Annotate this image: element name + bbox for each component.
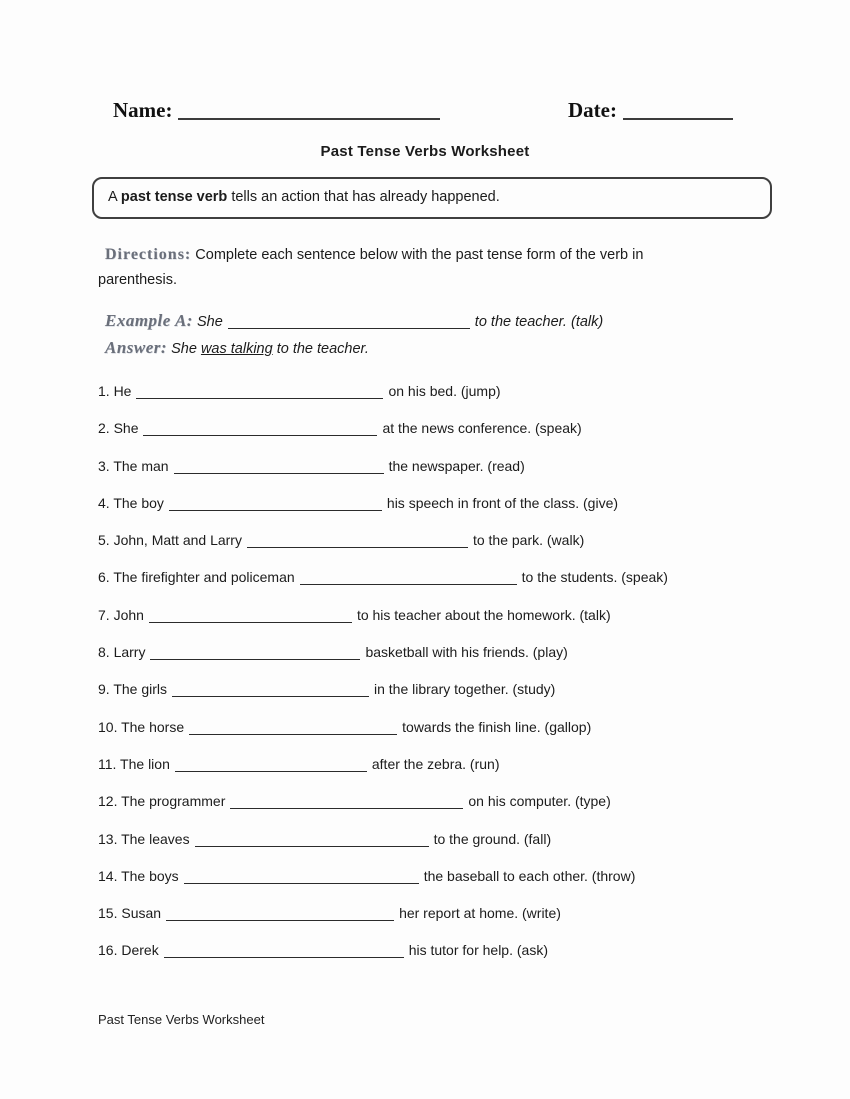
item-post-text: his speech in front of the class. (give): [386, 494, 619, 511]
answer-blank[interactable]: [136, 386, 383, 399]
item-post-text: to his teacher about the homework. (talk): [356, 606, 611, 623]
answer-blank[interactable]: [247, 535, 468, 548]
item-post-text: at the news conference. (speak): [382, 420, 582, 437]
item-post-text: her report at home. (write): [399, 905, 561, 922]
item-post-text: to the students. (speak): [521, 569, 668, 586]
answer-blank[interactable]: [150, 647, 360, 660]
item-post-text: the newspaper. (read): [388, 457, 525, 474]
worksheet-item: [98, 642, 790, 663]
worksheet-item: [98, 903, 790, 924]
answer-pre-text: She: [171, 341, 197, 357]
item-post-text: his tutor for help. (ask): [408, 942, 548, 959]
definition-term: past tense verb: [120, 189, 228, 205]
item-pre-text: 11. The lion: [98, 755, 170, 772]
answer-blank[interactable]: [189, 722, 397, 735]
definition-prefix: A: [108, 189, 121, 205]
answer-blank[interactable]: [195, 834, 429, 847]
item-pre-text: 12. The programmer: [98, 793, 226, 810]
name-field-group: [113, 98, 440, 123]
item-post-text: to the park. (walk): [472, 532, 585, 549]
date-label: Date:: [568, 98, 617, 122]
directions-text: Complete each sentence below with the past tense form of the verb in parenthesis.: [98, 247, 644, 288]
item-pre-text: 4. The boy: [98, 494, 164, 511]
example-line: [98, 308, 790, 335]
worksheet-item: [98, 605, 790, 626]
item-post-text: after the zebra. (run): [371, 755, 500, 772]
answer-blank[interactable]: [164, 945, 404, 958]
directions-label: Directions:: [105, 246, 192, 263]
item-pre-text: 1. He: [98, 383, 132, 399]
item-pre-text: 10. The horse: [98, 718, 185, 735]
worksheet-item: [98, 381, 790, 402]
definition-box: [92, 177, 772, 219]
answer-line: [98, 335, 790, 362]
item-pre-text: 2. She: [98, 420, 139, 437]
answer-blank[interactable]: [230, 796, 463, 809]
worksheet-item: [98, 791, 790, 812]
item-pre-text: 15. Susan: [98, 905, 162, 922]
example-label: Example A:: [105, 311, 193, 330]
item-post-text: on his computer. (type): [468, 793, 611, 810]
item-post-text: on his bed. (jump): [388, 383, 501, 399]
worksheet-item: [98, 829, 790, 850]
answer-blank[interactable]: [169, 498, 382, 511]
answer-underlined-text: was talking: [200, 341, 273, 357]
example-block: [98, 308, 790, 362]
item-pre-text: 14. The boys: [98, 867, 179, 884]
worksheet-item: [98, 530, 790, 551]
answer-blank[interactable]: [149, 610, 352, 623]
definition-rest: tells an action that has already happened.: [227, 189, 500, 205]
item-pre-text: 16. Derek: [98, 942, 159, 959]
item-post-text: the baseball to each other. (throw): [423, 867, 636, 884]
example-post-text: to the teacher. (talk): [474, 314, 604, 330]
worksheet-item: [98, 940, 790, 961]
worksheet-item: [98, 456, 790, 477]
answer-blank[interactable]: [300, 572, 517, 585]
worksheet-item: [98, 418, 790, 439]
name-label: Name:: [113, 98, 173, 122]
question-list: [98, 381, 790, 961]
item-pre-text: 3. The man: [98, 457, 169, 474]
directions: [98, 242, 690, 293]
item-pre-text: 5. John, Matt and Larry: [98, 532, 242, 549]
item-pre-text: 13. The leaves: [98, 830, 190, 847]
answer-blank[interactable]: [172, 684, 369, 697]
answer-post-text: to the teacher.: [276, 341, 369, 357]
example-pre-text: She: [196, 314, 223, 330]
item-pre-text: 6. The firefighter and policeman: [98, 569, 295, 586]
item-post-text: in the library together. (study): [374, 681, 556, 698]
item-pre-text: 9. The girls: [98, 681, 167, 698]
item-pre-text: 7. John: [98, 606, 144, 623]
name-blank[interactable]: [178, 102, 440, 120]
worksheet-item: [98, 567, 790, 588]
item-post-text: basketball with his friends. (play): [365, 644, 568, 661]
worksheet-item: [98, 679, 790, 700]
page-title: Past Tense Verbs Worksheet: [320, 143, 530, 160]
answer-blank[interactable]: [184, 871, 419, 884]
item-post-text: towards the finish line. (gallop): [402, 718, 592, 735]
answer-blank[interactable]: [143, 423, 377, 436]
header: [0, 0, 850, 123]
answer-label: Answer:: [105, 338, 168, 357]
worksheet-item: [98, 717, 790, 738]
answer-blank[interactable]: [166, 908, 394, 921]
date-field-group: [568, 98, 733, 123]
item-pre-text: 8. Larry: [98, 644, 146, 661]
item-post-text: to the ground. (fall): [433, 830, 552, 847]
worksheet-item: [98, 493, 790, 514]
worksheet-item: [98, 866, 790, 887]
example-answer-blank[interactable]: [228, 316, 470, 329]
answer-blank[interactable]: [174, 461, 384, 474]
date-blank[interactable]: [623, 102, 733, 120]
footer-title: Past Tense Verbs Worksheet: [98, 1012, 265, 1027]
worksheet-item: [98, 754, 790, 775]
answer-blank[interactable]: [175, 759, 367, 772]
